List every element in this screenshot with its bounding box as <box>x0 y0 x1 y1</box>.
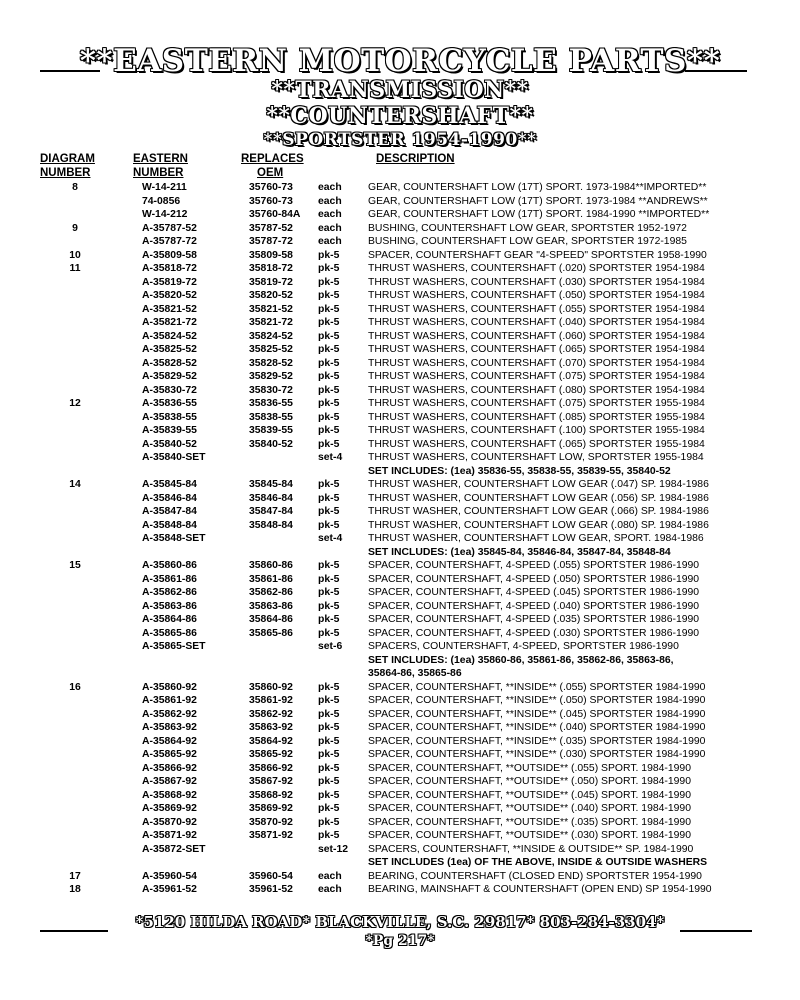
description: GEAR, COUNTERSHAFT LOW (17T) SPORT. 1984-1990 **IMPORTED** <box>368 209 710 220</box>
diagram-number: 17 <box>69 870 81 882</box>
oem-number: 35865-86 <box>249 627 293 639</box>
part-row <box>0 505 800 519</box>
description: THRUST WASHER, COUNTERSHAFT LOW GEAR, SPORT. 1984-1986 <box>368 533 704 544</box>
eastern-number: A-35820-52 <box>142 290 197 301</box>
eastern-number: A-35862-86 <box>142 587 197 598</box>
eastern-number: A-35829-52 <box>142 371 197 382</box>
oem-number: 35960-54 <box>249 870 293 882</box>
oem-number: 35870-92 <box>249 816 293 828</box>
quantity: each <box>318 222 342 234</box>
description: THRUST WASHERS, COUNTERSHAFT (.065) SPORTSTER 1955-1984 <box>368 438 705 450</box>
description: SPACER, COUNTERSHAFT, **OUTSIDE** (.050) SPORT. 1984-1990 <box>368 776 691 787</box>
description: SPACER, COUNTERSHAFT, 4-SPEED (.030) SPORTSTER 1986-1990 <box>368 627 700 639</box>
part-row <box>0 451 800 465</box>
description: THRUST WASHERS, COUNTERSHAFT (.085) SPORTSTER 1955-1984 <box>368 411 705 423</box>
eastern-number: A-35787-52 <box>142 222 197 234</box>
description: THRUST WASHERS, COUNTERSHAFT (.100) SPORTSTER 1955-1984 <box>368 425 705 436</box>
col-diagram-2: NUMBER <box>40 167 91 179</box>
company-title: **EASTERN MOTORCYCLE PARTS** <box>79 43 721 79</box>
col-eastern-2: NUMBER <box>133 167 184 179</box>
eastern-number: A-35845-84 <box>142 479 197 490</box>
subsection-title: **COUNTERSHAFT** <box>266 103 534 129</box>
quantity: pk-5 <box>318 384 340 396</box>
quantity: pk-5 <box>318 425 340 436</box>
quantity: pk-5 <box>318 506 340 517</box>
eastern-number: A-35863-92 <box>142 722 197 733</box>
description: BEARING, COUNTERSHAFT (CLOSED END) SPORTSTER 1954-1990 <box>368 870 702 882</box>
diagram-number: 11 <box>69 263 81 274</box>
quantity: set-4 <box>318 533 343 544</box>
description: THRUST WASHER, COUNTERSHAFT LOW GEAR (.047) SP. 1984-1986 <box>368 479 709 490</box>
eastern-number: A-35870-92 <box>142 816 197 828</box>
part-row <box>0 370 800 384</box>
part-row <box>0 883 800 897</box>
eastern-number: A-35787-72 <box>142 236 197 247</box>
quantity: pk-5 <box>318 330 340 342</box>
oem-number: 35839-55 <box>249 425 293 436</box>
description: 35864-86, 35865-86 <box>368 668 462 679</box>
quantity: pk-5 <box>318 519 340 531</box>
model-title: **SPORTSTER 1954-1990** <box>263 130 537 150</box>
quantity: pk-5 <box>318 722 340 733</box>
quantity: pk-5 <box>318 344 340 355</box>
part-row <box>0 357 800 371</box>
description: SPACERS, COUNTERSHAFT, **INSIDE & OUTSIDE** SP. 1984-1990 <box>368 843 694 855</box>
eastern-number: A-35865-SET <box>142 641 206 652</box>
part-row <box>0 492 800 506</box>
part-row <box>0 735 800 749</box>
part-row <box>0 816 800 830</box>
quantity: each <box>318 209 342 220</box>
diagram-number: 18 <box>69 884 81 895</box>
description: SET INCLUDES: (1ea) 35836-55, 35838-55, 35839-55, 35840-52 <box>368 465 671 477</box>
description: THRUST WASHER, COUNTERSHAFT LOW GEAR (.080) SP. 1984-1986 <box>368 519 709 531</box>
eastern-number: A-35865-86 <box>142 627 197 639</box>
parts-table <box>0 181 800 897</box>
description: SET INCLUDES: (1ea) 35860-86, 35861-86, 35862-86, 35863-86, <box>368 654 674 666</box>
footer-address: *5120 HILDA ROAD* BLACKVILLE, S.C. 29817* 803-284-3304* <box>135 913 665 931</box>
part-row <box>0 694 800 708</box>
oem-number: 35860-92 <box>249 681 293 693</box>
description: THRUST WASHERS, COUNTERSHAFT (.080) SPORTSTER 1954-1984 <box>368 384 705 396</box>
diagram-number: 8 <box>72 182 78 193</box>
oem-number: 35848-84 <box>249 519 293 531</box>
part-row <box>0 235 800 249</box>
part-row <box>0 181 800 195</box>
description: SPACER, COUNTERSHAFT, **OUTSIDE** (.030) SPORT. 1984-1990 <box>368 830 691 841</box>
col-replaces-2: OEM <box>257 167 284 179</box>
oem-number: 35821-72 <box>249 317 293 328</box>
part-row <box>0 384 800 398</box>
part-row <box>0 613 800 627</box>
eastern-number: A-35862-92 <box>142 708 197 720</box>
description: THRUST WASHERS, COUNTERSHAFT (.050) SPORTSTER 1954-1984 <box>368 290 705 301</box>
part-row <box>0 424 800 438</box>
set-note-row <box>0 546 800 560</box>
eastern-number: A-35821-52 <box>142 303 197 315</box>
oem-number: 35868-92 <box>249 789 293 801</box>
oem-number: 35760-84A <box>249 209 301 220</box>
eastern-number: A-35848-SET <box>142 533 206 544</box>
eastern-number: A-35836-55 <box>142 398 197 409</box>
description: SPACER, COUNTERSHAFT, **INSIDE** (.055) SPORTSTER 1984-1990 <box>368 681 706 693</box>
description: THRUST WASHERS, COUNTERSHAFT (.070) SPORTSTER 1954-1984 <box>368 357 705 369</box>
quantity: pk-5 <box>318 263 340 274</box>
part-row <box>0 829 800 843</box>
eastern-number: A-35838-55 <box>142 411 197 423</box>
eastern-number: A-35864-92 <box>142 735 197 747</box>
set-note-row <box>0 465 800 479</box>
part-row <box>0 708 800 722</box>
part-row <box>0 289 800 303</box>
description: THRUST WASHERS, COUNTERSHAFT (.040) SPORTSTER 1954-1984 <box>368 317 705 328</box>
part-row <box>0 276 800 290</box>
description: SPACER, COUNTERSHAFT, 4-SPEED (.035) SPORTSTER 1986-1990 <box>368 614 700 625</box>
quantity: pk-5 <box>318 492 340 504</box>
quantity: pk-5 <box>318 789 340 801</box>
quantity: pk-5 <box>318 479 340 490</box>
description: GEAR, COUNTERSHAFT LOW (17T) SPORT. 1973-1984 **ANDREWS** <box>368 195 708 207</box>
eastern-number: W-14-212 <box>142 209 188 220</box>
description: THRUST WASHERS, COUNTERSHAFT (.060) SPORTSTER 1954-1984 <box>368 330 705 342</box>
col-replaces-1: REPLACES <box>241 153 304 165</box>
description: THRUST WASHER, COUNTERSHAFT LOW GEAR (.066) SP. 1984-1986 <box>368 506 709 517</box>
oem-number: 35829-52 <box>249 371 293 382</box>
part-row <box>0 640 800 654</box>
oem-number: 35824-52 <box>249 330 293 342</box>
oem-number: 35845-84 <box>249 479 293 490</box>
oem-number: 35846-84 <box>249 492 293 504</box>
quantity: pk-5 <box>318 560 340 571</box>
quantity: pk-5 <box>318 290 340 301</box>
description: BUSHING, COUNTERSHAFT LOW GEAR, SPORTSTER 1952-1972 <box>368 222 687 234</box>
part-row <box>0 262 800 276</box>
oem-number: 35864-92 <box>249 735 293 747</box>
oem-number: 35825-52 <box>249 344 293 355</box>
oem-number: 35820-52 <box>249 290 293 301</box>
oem-number: 35860-86 <box>249 560 293 571</box>
part-row <box>0 478 800 492</box>
part-row <box>0 600 800 614</box>
eastern-number: A-35960-54 <box>142 870 197 882</box>
oem-number: 35862-86 <box>249 587 293 598</box>
description: BEARING, MAINSHAFT & COUNTERSHAFT (OPEN END) SP 1954-1990 <box>368 884 712 895</box>
oem-number: 35864-86 <box>249 614 293 625</box>
eastern-number: A-35861-86 <box>142 573 197 585</box>
eastern-number: A-35848-84 <box>142 519 197 531</box>
description: BUSHING, COUNTERSHAFT LOW GEAR, SPORTSTER 1972-1985 <box>368 236 687 247</box>
quantity: set-4 <box>318 452 343 463</box>
section-title: **TRANSMISSION** <box>271 77 529 103</box>
description: THRUST WASHERS, COUNTERSHAFT (.075) SPORTSTER 1954-1984 <box>368 371 705 382</box>
description: SPACER, COUNTERSHAFT, **OUTSIDE** (.055) SPORT. 1984-1990 <box>368 762 691 774</box>
oem-number: 35821-52 <box>249 303 293 315</box>
description: SPACERS, COUNTERSHAFT, 4-SPEED, SPORTSTER 1986-1990 <box>368 641 679 652</box>
description: THRUST WASHERS, COUNTERSHAFT (.075) SPORTSTER 1955-1984 <box>368 398 705 409</box>
diagram-number: 9 <box>72 222 78 234</box>
eastern-number: A-35961-52 <box>142 884 197 895</box>
diagram-number: 14 <box>69 479 81 490</box>
description: SET INCLUDES (1ea) OF THE ABOVE, INSIDE & OUTSIDE WASHERS <box>368 857 708 868</box>
eastern-number: A-35825-52 <box>142 344 197 355</box>
quantity: pk-5 <box>318 830 340 841</box>
quantity: pk-5 <box>318 681 340 693</box>
eastern-number: A-35840-52 <box>142 438 197 450</box>
part-row <box>0 532 800 546</box>
eastern-number: A-35824-52 <box>142 330 197 342</box>
quantity: set-6 <box>318 641 343 652</box>
description: SPACER, COUNTERSHAFT GEAR "4-SPEED" SPORTSTER 1958-1990 <box>368 249 707 261</box>
oem-number: 35867-92 <box>249 776 293 787</box>
oem-number: 35863-86 <box>249 600 293 612</box>
oem-number: 35961-52 <box>249 884 293 895</box>
description: SPACER, COUNTERSHAFT, **OUTSIDE** (.040) SPORT. 1984-1990 <box>368 803 691 814</box>
part-row <box>0 397 800 411</box>
oem-number: 35861-92 <box>249 695 293 706</box>
part-row <box>0 748 800 762</box>
quantity: pk-5 <box>318 357 340 369</box>
eastern-number: A-35865-92 <box>142 749 197 760</box>
quantity: pk-5 <box>318 303 340 315</box>
quantity: pk-5 <box>318 587 340 598</box>
part-row <box>0 519 800 533</box>
description: SPACER, COUNTERSHAFT, **INSIDE** (.045) SPORTSTER 1984-1990 <box>368 708 706 720</box>
part-row <box>0 195 800 209</box>
eastern-number: A-35839-55 <box>142 425 197 436</box>
eastern-number: A-35864-86 <box>142 614 197 625</box>
eastern-number: A-35868-92 <box>142 789 197 801</box>
quantity: pk-5 <box>318 749 340 760</box>
description: SPACER, COUNTERSHAFT, 4-SPEED (.050) SPORTSTER 1986-1990 <box>368 573 700 585</box>
oem-number: 35838-55 <box>249 411 293 423</box>
part-row <box>0 208 800 222</box>
part-row <box>0 559 800 573</box>
eastern-number: 74-0856 <box>142 195 181 207</box>
eastern-number: A-35819-72 <box>142 276 197 288</box>
description: THRUST WASHERS, COUNTERSHAFT (.065) SPORTSTER 1954-1984 <box>368 344 705 355</box>
eastern-number: W-14-211 <box>142 182 187 193</box>
part-row <box>0 316 800 330</box>
eastern-number: A-35818-72 <box>142 263 197 274</box>
quantity: set-12 <box>318 843 349 855</box>
eastern-number: A-35860-86 <box>142 560 197 571</box>
oem-number: 35760-73 <box>249 182 293 193</box>
quantity: pk-5 <box>318 776 340 787</box>
description: THRUST WASHER, COUNTERSHAFT LOW GEAR (.056) SP. 1984-1986 <box>368 492 709 504</box>
oem-number: 35840-52 <box>249 438 293 450</box>
eastern-number: A-35871-92 <box>142 830 197 841</box>
eastern-number: A-35861-92 <box>142 695 197 706</box>
description: SPACER, COUNTERSHAFT, 4-SPEED (.040) SPORTSTER 1986-1990 <box>368 600 700 612</box>
quantity: each <box>318 884 342 895</box>
quantity: pk-5 <box>318 627 340 639</box>
quantity: pk-5 <box>318 803 340 814</box>
set-note-row <box>0 667 800 681</box>
description: THRUST WASHERS, COUNTERSHAFT (.030) SPORTSTER 1954-1984 <box>368 276 705 288</box>
quantity: pk-5 <box>318 438 340 450</box>
part-row <box>0 843 800 857</box>
quantity: pk-5 <box>318 816 340 828</box>
description: SET INCLUDES: (1ea) 35845-84, 35846-84, 35847-84, 35848-84 <box>368 546 671 558</box>
oem-number: 35787-52 <box>249 222 293 234</box>
part-row <box>0 343 800 357</box>
diagram-number: 12 <box>69 398 81 409</box>
part-row <box>0 721 800 735</box>
part-row <box>0 411 800 425</box>
part-row <box>0 249 800 263</box>
description: SPACER, COUNTERSHAFT, **INSIDE** (.040) SPORTSTER 1984-1990 <box>368 722 706 733</box>
quantity: pk-5 <box>318 249 340 261</box>
description: SPACER, COUNTERSHAFT, 4-SPEED (.045) SPORTSTER 1986-1990 <box>368 587 700 598</box>
eastern-number: A-35867-92 <box>142 776 197 787</box>
part-row <box>0 330 800 344</box>
description: SPACER, COUNTERSHAFT, **OUTSIDE** (.045) SPORT. 1984-1990 <box>368 789 691 801</box>
oem-number: 35862-92 <box>249 708 293 720</box>
quantity: pk-5 <box>318 411 340 423</box>
part-row <box>0 762 800 776</box>
eastern-number: A-35869-92 <box>142 803 197 814</box>
oem-number: 35865-92 <box>249 749 293 760</box>
oem-number: 35866-92 <box>249 762 293 774</box>
part-row <box>0 775 800 789</box>
quantity: pk-5 <box>318 573 340 585</box>
oem-number: 35787-72 <box>249 236 293 247</box>
eastern-number: A-35847-84 <box>142 506 197 517</box>
part-row <box>0 222 800 236</box>
oem-number: 35819-72 <box>249 276 293 288</box>
part-row <box>0 789 800 803</box>
oem-number: 35863-92 <box>249 722 293 733</box>
part-row <box>0 438 800 452</box>
page-number: *Pg 217* <box>365 933 435 949</box>
description: SPACER, COUNTERSHAFT, **OUTSIDE** (.035) SPORT. 1984-1990 <box>368 816 691 828</box>
diagram-number: 16 <box>69 681 81 693</box>
eastern-number: A-35809-58 <box>142 249 197 261</box>
quantity: each <box>318 870 342 882</box>
oem-number: 35847-84 <box>249 506 293 517</box>
quantity: pk-5 <box>318 614 340 625</box>
description: THRUST WASHERS, COUNTERSHAFT LOW, SPORTSTER 1955-1984 <box>368 452 704 463</box>
part-row <box>0 681 800 695</box>
eastern-number: A-35872-SET <box>142 843 206 855</box>
oem-number: 35871-92 <box>249 830 293 841</box>
col-eastern-1: EASTERN <box>133 153 188 165</box>
part-row <box>0 586 800 600</box>
description: GEAR, COUNTERSHAFT LOW (17T) SPORT. 1973-1984**IMPORTED** <box>368 182 707 193</box>
part-row <box>0 627 800 641</box>
oem-number: 35830-72 <box>249 384 293 396</box>
part-row <box>0 870 800 884</box>
oem-number: 35760-73 <box>249 195 293 207</box>
description: SPACER, COUNTERSHAFT, **INSIDE** (.050) SPORTSTER 1984-1990 <box>368 695 706 706</box>
oem-number: 35861-86 <box>249 573 293 585</box>
oem-number: 35809-58 <box>249 249 293 261</box>
diagram-number: 15 <box>69 560 81 571</box>
eastern-number: A-35846-84 <box>142 492 197 504</box>
description: SPACER, COUNTERSHAFT, **INSIDE** (.030) SPORTSTER 1984-1990 <box>368 749 706 760</box>
description: THRUST WASHERS, COUNTERSHAFT (.055) SPORTSTER 1954-1984 <box>368 303 705 315</box>
part-row <box>0 573 800 587</box>
part-row <box>0 303 800 317</box>
quantity: pk-5 <box>318 317 340 328</box>
quantity: pk-5 <box>318 695 340 706</box>
eastern-number: A-35821-72 <box>142 317 197 328</box>
eastern-number: A-35860-92 <box>142 681 197 693</box>
quantity: pk-5 <box>318 762 340 774</box>
description: THRUST WASHERS, COUNTERSHAFT (.020) SPORTSTER 1954-1984 <box>368 263 705 274</box>
eastern-number: A-35828-52 <box>142 357 197 369</box>
oem-number: 35869-92 <box>249 803 293 814</box>
quantity: pk-5 <box>318 600 340 612</box>
oem-number: 35836-55 <box>249 398 293 409</box>
quantity: each <box>318 236 342 247</box>
oem-number: 35818-72 <box>249 263 293 274</box>
col-diagram-1: DIAGRAM <box>40 153 95 165</box>
description: SPACER, COUNTERSHAFT, 4-SPEED (.055) SPORTSTER 1986-1990 <box>368 560 700 571</box>
eastern-number: A-35866-92 <box>142 762 197 774</box>
quantity: pk-5 <box>318 371 340 382</box>
eastern-number: A-35830-72 <box>142 384 197 396</box>
quantity: pk-5 <box>318 735 340 747</box>
eastern-number: A-35863-86 <box>142 600 197 612</box>
diagram-number: 10 <box>69 249 81 261</box>
set-note-row <box>0 654 800 668</box>
col-description: DESCRIPTION <box>376 153 455 165</box>
part-row <box>0 802 800 816</box>
quantity: each <box>318 182 342 193</box>
eastern-number: A-35840-SET <box>142 452 206 463</box>
set-note-row <box>0 856 800 870</box>
description: SPACER, COUNTERSHAFT, **INSIDE** (.035) SPORTSTER 1984-1990 <box>368 735 706 747</box>
quantity: pk-5 <box>318 708 340 720</box>
quantity: pk-5 <box>318 398 340 409</box>
quantity: each <box>318 195 342 207</box>
quantity: pk-5 <box>318 276 340 288</box>
oem-number: 35828-52 <box>249 357 293 369</box>
